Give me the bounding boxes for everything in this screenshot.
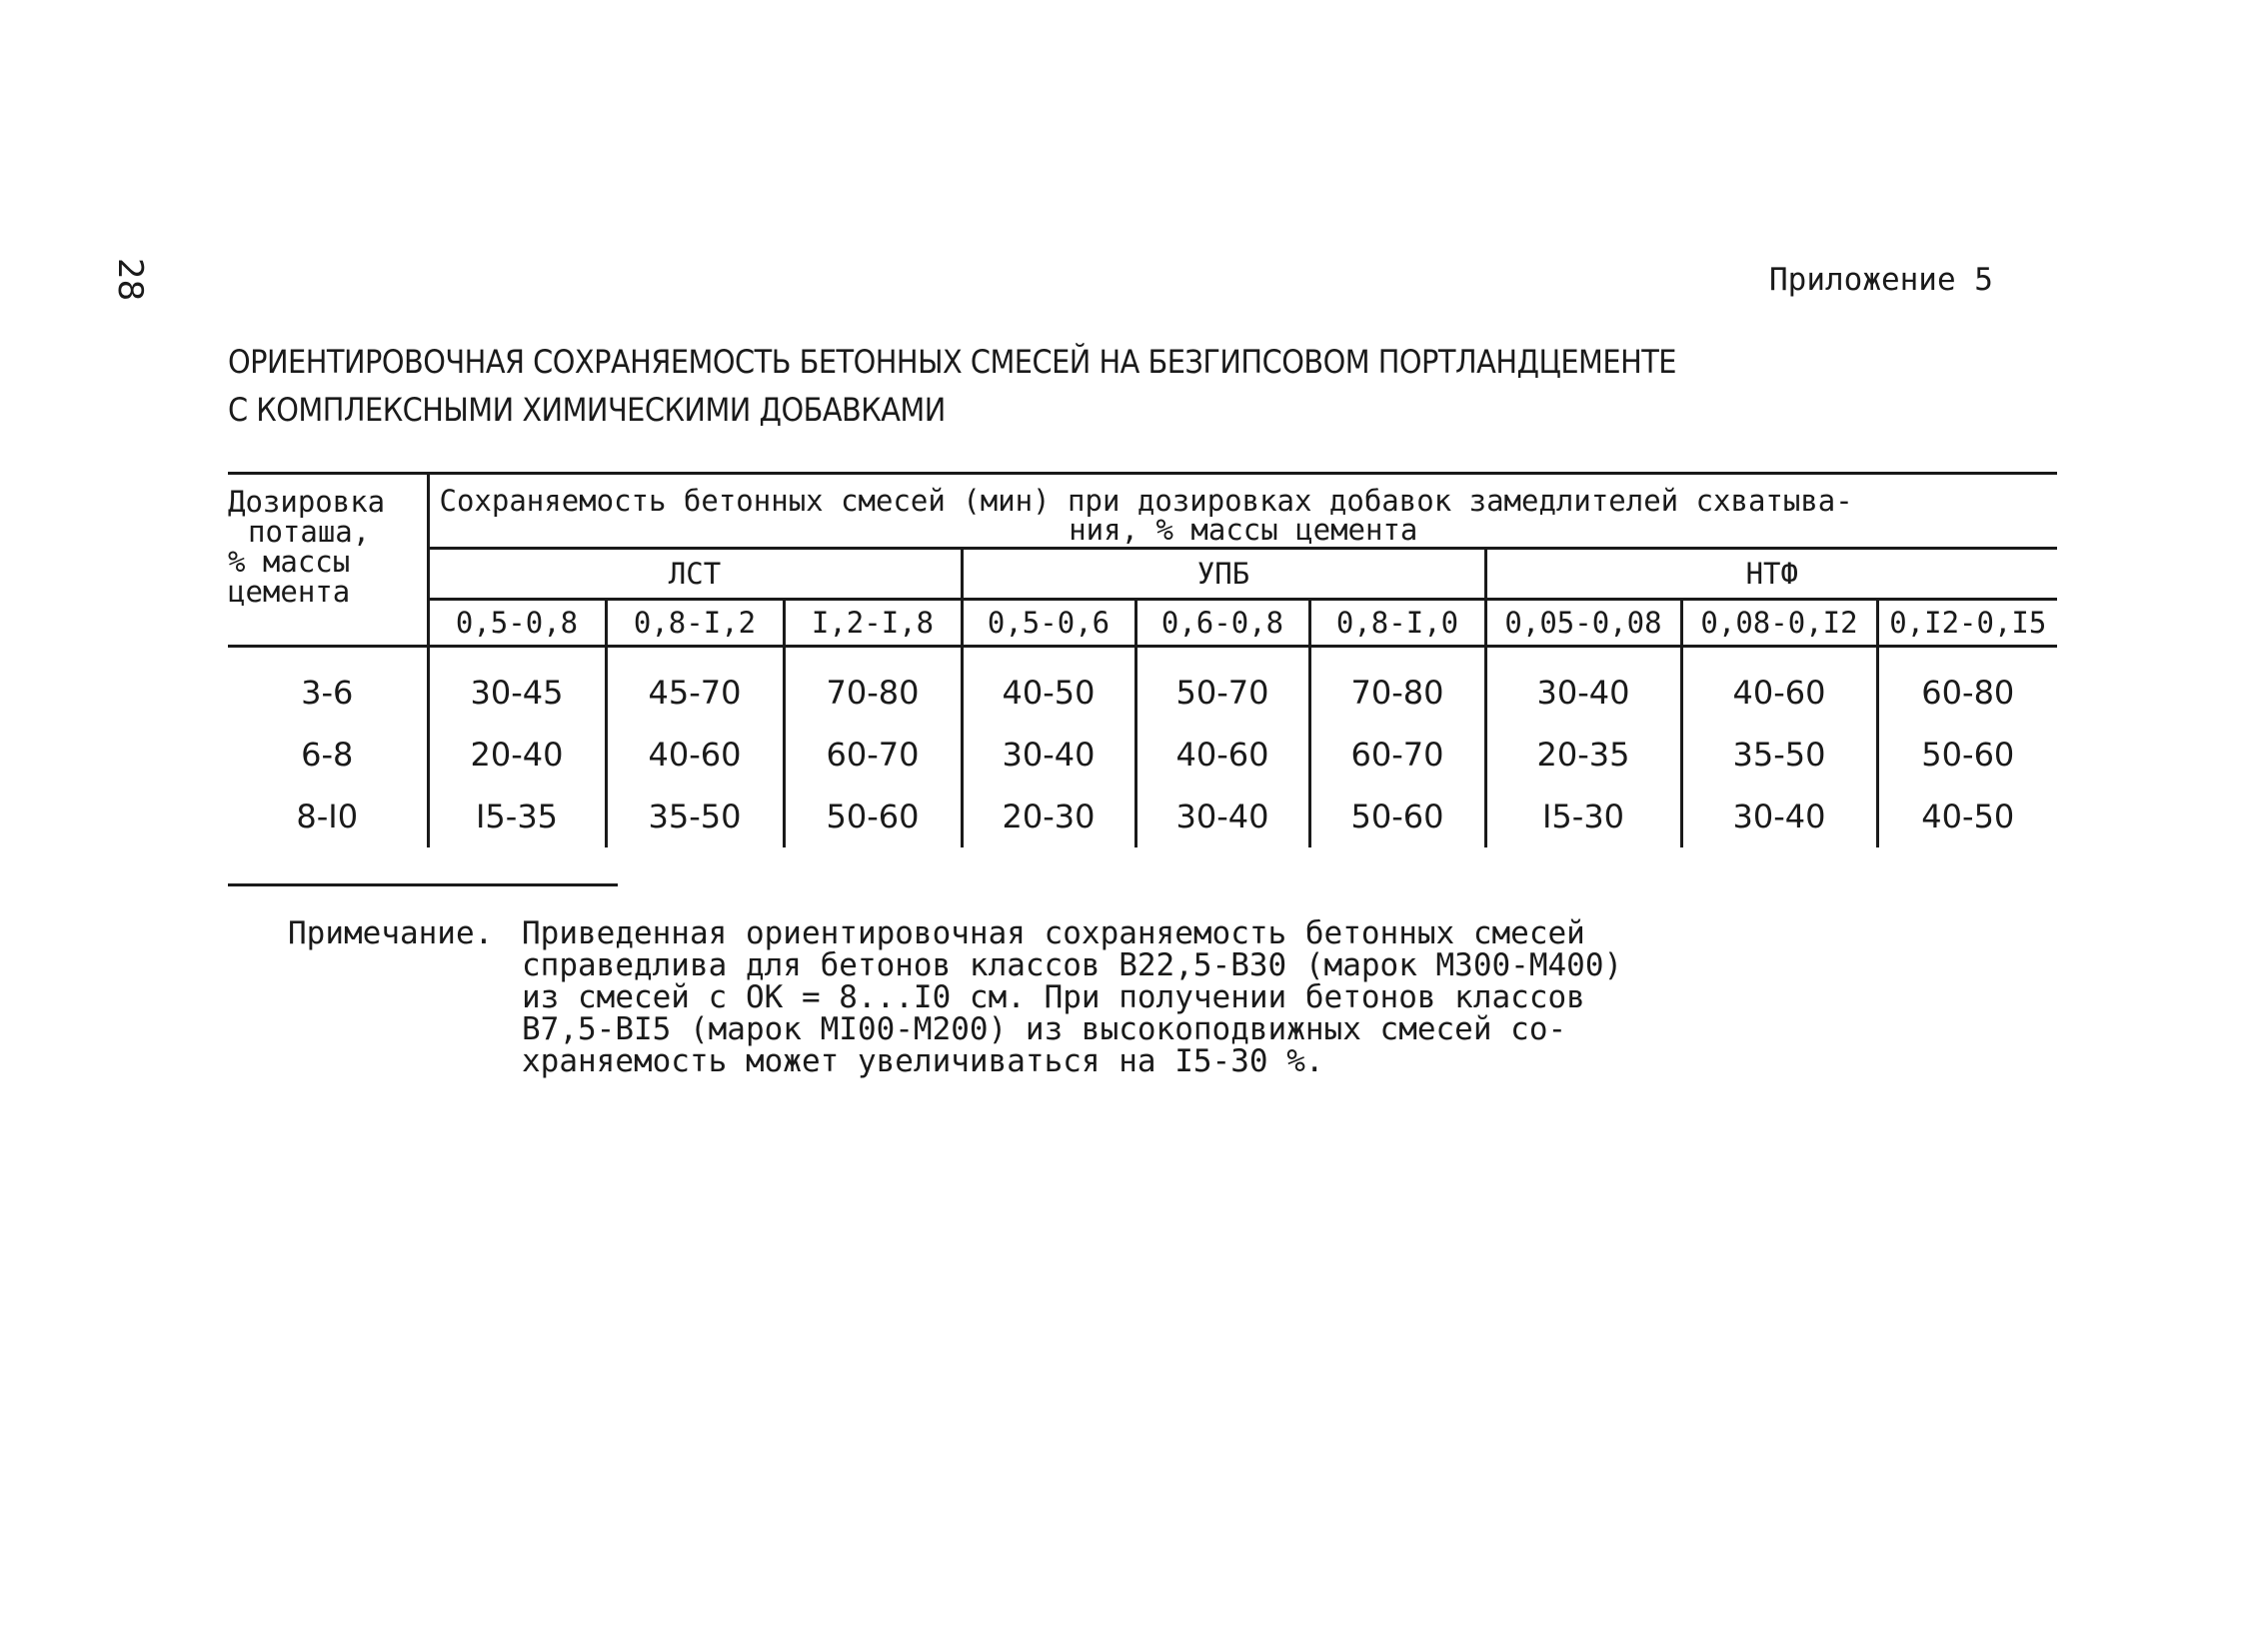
main-header: [428, 474, 2057, 549]
main-header-line: ния, % массы цемента: [1069, 513, 1418, 547]
row-label: 3-6: [228, 647, 428, 725]
data-table: [228, 472, 2057, 847]
range-header: 0,8-I,2: [606, 600, 784, 647]
table-cell: 30-45: [428, 647, 606, 725]
row-header-line: Дозировка: [228, 485, 386, 519]
note-line: храняемость может увеличиваться на I5-30 %.: [522, 1043, 1324, 1079]
table-cell: 60-70: [784, 724, 962, 786]
range-header: 0,6-0,8: [1135, 600, 1309, 647]
row-header-line: цемента: [228, 575, 351, 609]
note-label: Примечание.: [288, 915, 494, 951]
row-header-line: поташа,: [248, 515, 371, 549]
table-cell: 40-60: [1135, 724, 1309, 786]
footnote-rule: [228, 883, 618, 886]
table-row: [228, 786, 2057, 847]
table-cell: 70-80: [1309, 647, 1485, 725]
table-cell: 20-35: [1485, 724, 1681, 786]
table-cell: 30-40: [1135, 786, 1309, 847]
table-cell: 40-60: [606, 724, 784, 786]
note-line: Приведенная ориентировочная сохраняемость бетонных смесей: [522, 915, 1585, 951]
table-cell: 30-40: [1681, 786, 1877, 847]
note-text: [522, 917, 1721, 1077]
table-cell: 70-80: [784, 647, 962, 725]
note-line: В7,5-ВI5 (марок МI00-М200) из высокоподвижных смесей со-: [522, 1011, 1567, 1047]
note-line: справедлива для бетонов классов В22,5-В30 (марок М300-М400): [522, 947, 1623, 983]
table-cell: 60-70: [1309, 724, 1485, 786]
range-header: 0,5-0,8: [428, 600, 606, 647]
table-cell: 30-40: [962, 724, 1135, 786]
table-cell: 40-50: [962, 647, 1135, 725]
table-cell: 40-60: [1681, 647, 1877, 725]
table-cell: 35-50: [606, 786, 784, 847]
table-cell: 20-40: [428, 724, 606, 786]
appendix-label: Приложение 5: [1769, 262, 1993, 298]
table-cell: 50-60: [784, 786, 962, 847]
table-cell: 45-70: [606, 647, 784, 725]
group-header-ntf: НТФ: [1485, 549, 2057, 600]
note-line: из смесей с ОК = 8...I0 см. При получении бетонов классов: [522, 979, 1585, 1015]
main-header-line: Сохраняемость бетонных смесей (мин) при дозировках добавок замедлителей схватыва-: [439, 484, 1853, 518]
title-line: С КОМПЛЕКСНЫМИ ХИМИЧЕСКИМИ ДОБАВКАМИ: [228, 391, 946, 429]
table-row: [228, 724, 2057, 786]
document-title: [228, 338, 1676, 434]
table-cell: 60-80: [1921, 674, 2015, 712]
table-cell: I5-30: [1485, 786, 1681, 847]
table-row: [228, 647, 2057, 725]
table-cell: 30-40: [1485, 647, 1681, 725]
row-header: [228, 474, 428, 647]
table-cell: 35-50: [1681, 724, 1877, 786]
page-number: 28: [110, 258, 150, 302]
range-header: 0,I2-0,I5: [1877, 600, 2057, 647]
table-cell: 50-60: [1309, 786, 1485, 847]
group-header-upb: УПБ: [962, 549, 1485, 600]
table-cell: 50-70: [1135, 647, 1309, 725]
range-header: 0,08-0,I2: [1681, 600, 1877, 647]
table-cell: 40-50: [1921, 798, 2015, 835]
table-cell: 20-30: [962, 786, 1135, 847]
range-header: 0,8-I,0: [1309, 600, 1485, 647]
table-cell: 50-60: [1921, 736, 2015, 774]
range-header: 0,5-0,6: [962, 600, 1135, 647]
group-header-lst: ЛСТ: [428, 549, 962, 600]
range-header: 0,05-0,08: [1485, 600, 1681, 647]
row-label: 8-I0: [228, 786, 428, 847]
title-line: ОРИЕНТИРОВОЧНАЯ СОХРАНЯЕМОСТЬ БЕТОННЫХ СМЕСЕЙ НА БЕЗГИПСОВОМ ПОРТЛАНДЦЕМЕНТЕ: [228, 343, 1676, 381]
row-header-line: % массы: [228, 545, 351, 579]
row-label: 6-8: [228, 724, 428, 786]
range-header: I,2-I,8: [784, 600, 962, 647]
table-cell: I5-35: [428, 786, 606, 847]
